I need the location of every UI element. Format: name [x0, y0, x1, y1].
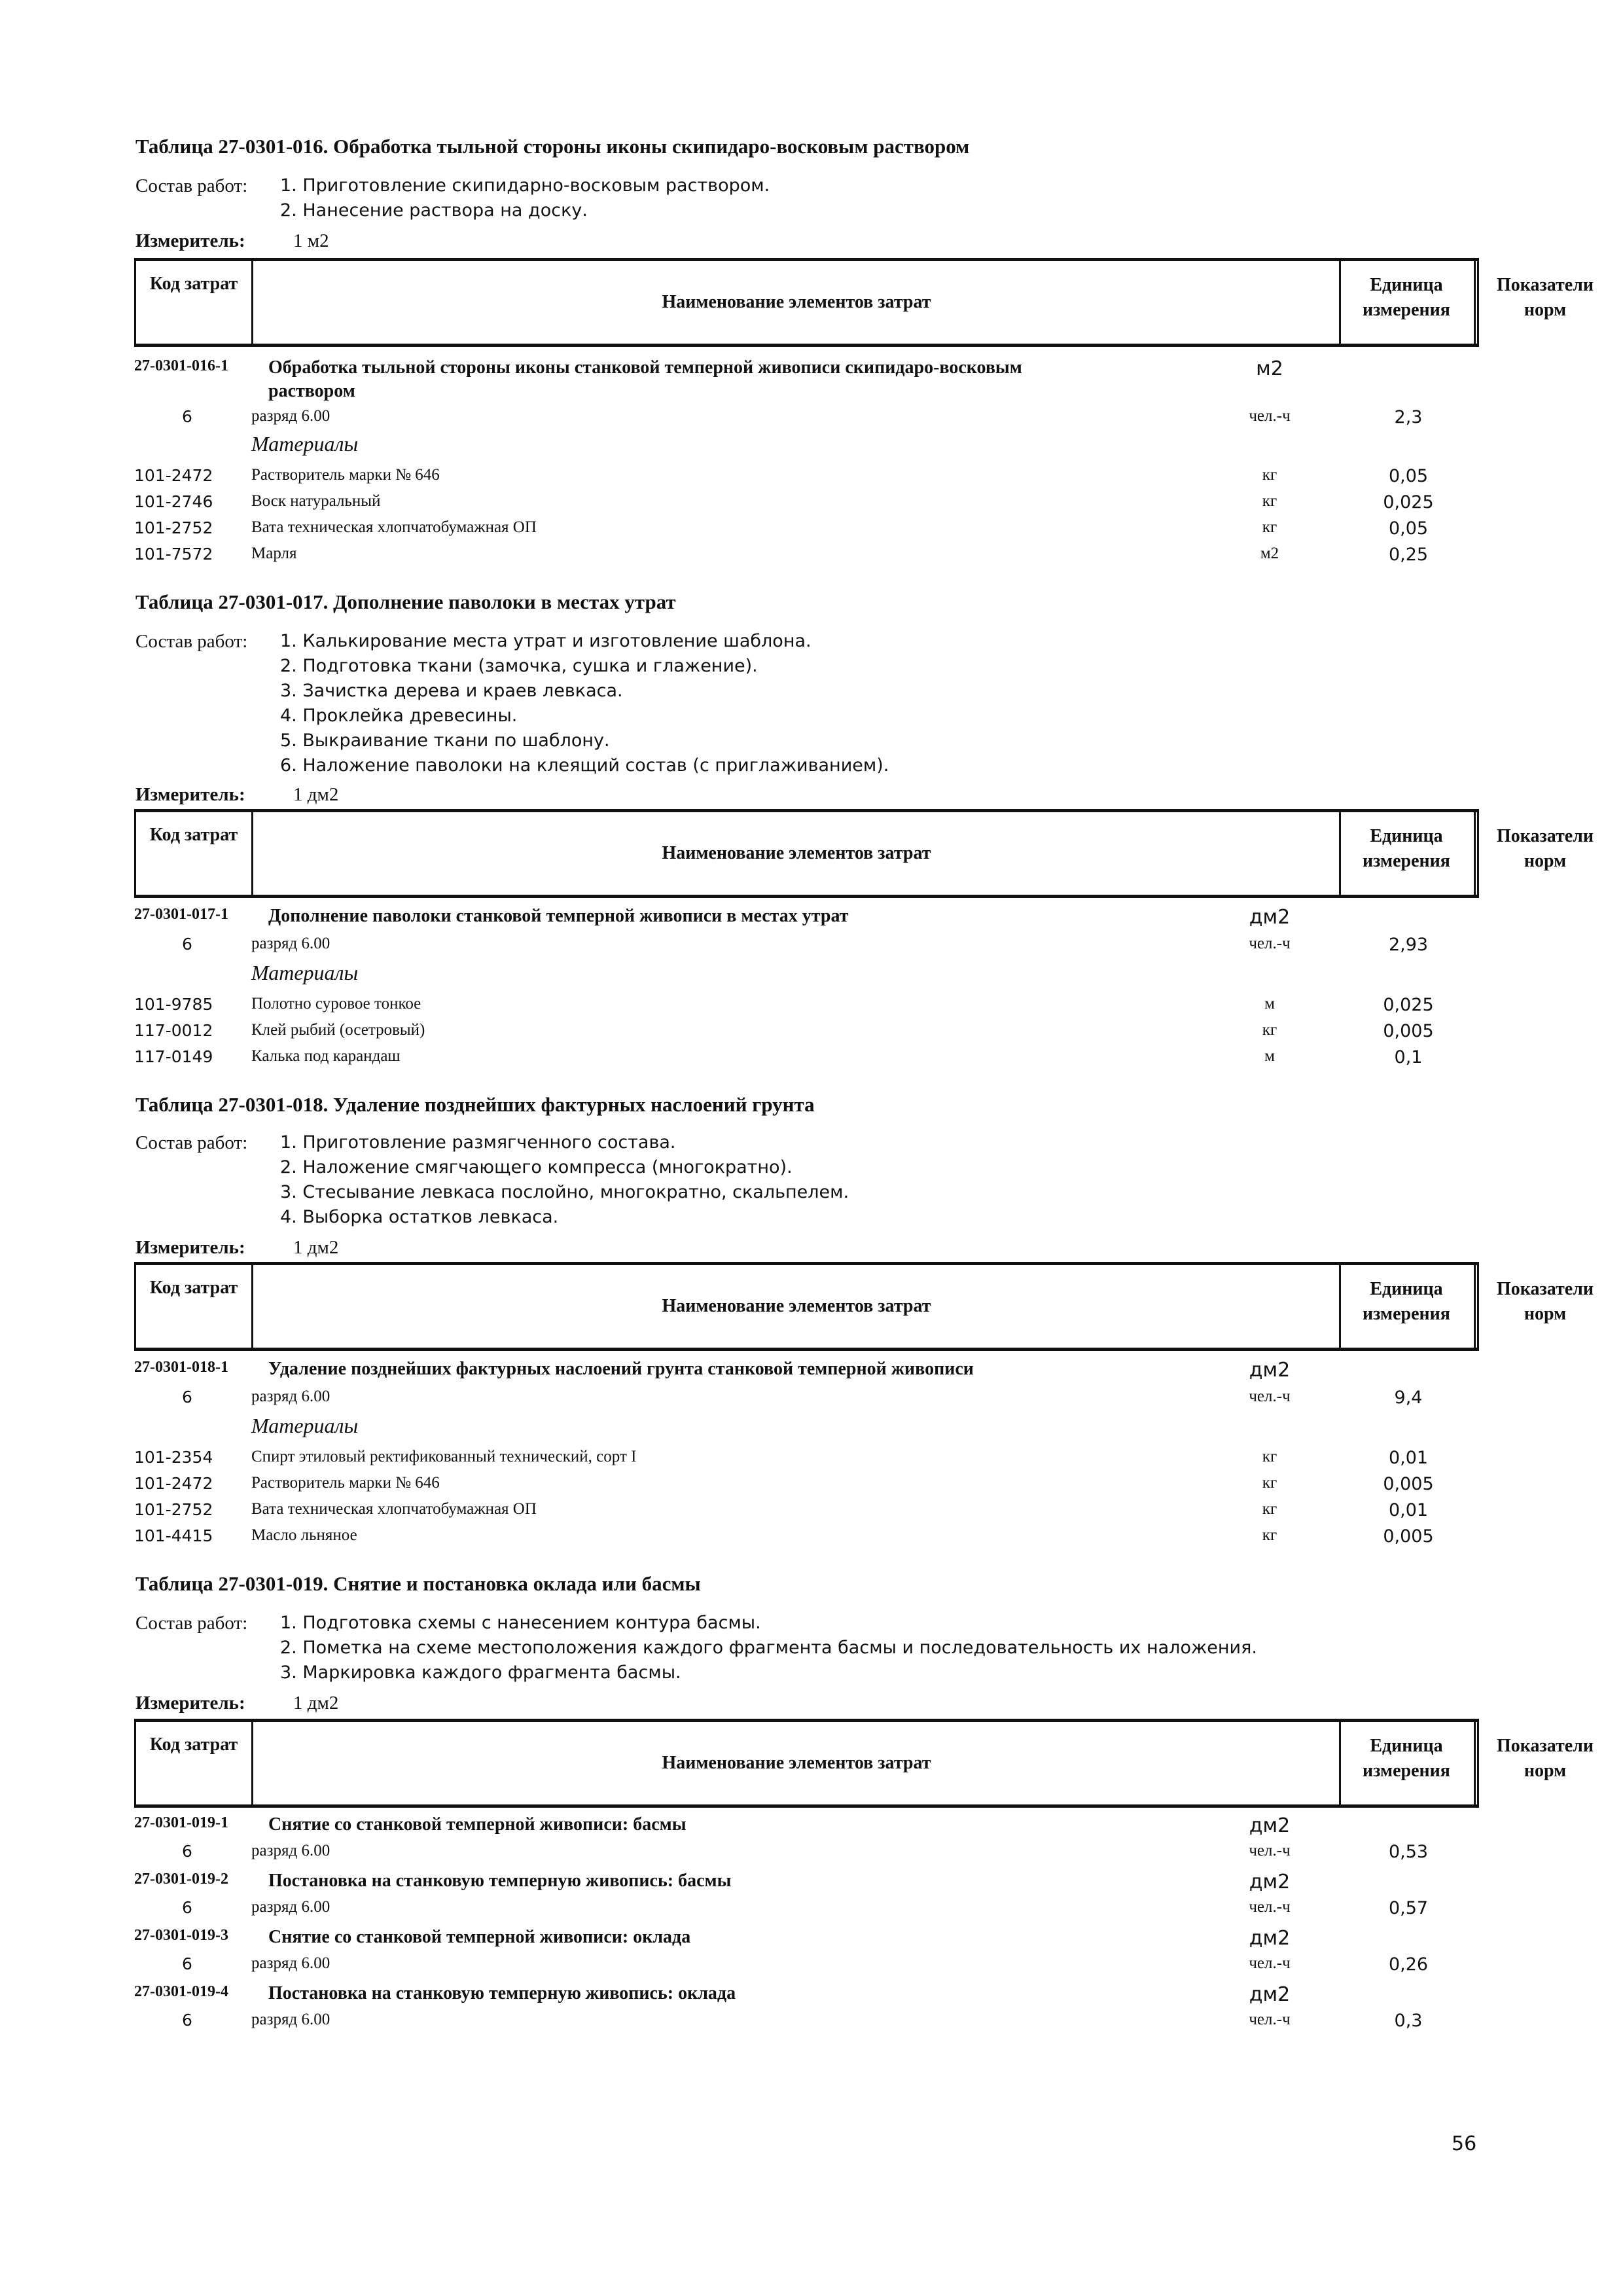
header-code: Код затрат: [149, 274, 238, 294]
norm: 0,3: [1394, 2011, 1423, 2031]
norm: 0,57: [1388, 1898, 1429, 1918]
cost-code: 27-0301-019-4: [134, 1983, 228, 2000]
materials-heading: Материалы: [251, 432, 359, 456]
material-code: 101-9785: [134, 995, 213, 1014]
material-name: Растворитель марки № 646: [251, 1474, 440, 1492]
unit: чел.-ч: [1249, 407, 1291, 425]
table-title: Таблица 27-0301-019. Снятие и постановка оклада или басмы: [135, 1572, 701, 1595]
table-row: [0, 1842, 1623, 1868]
table-header: [134, 809, 1594, 898]
work-item: 3. Зачистка дерева и краев левкаса.: [280, 681, 623, 701]
material-code: 117-0012: [134, 1021, 213, 1040]
work-item: 1. Приготовление скипидарно-восковым раствором.: [280, 175, 770, 196]
table-header: [134, 258, 1594, 347]
table-row: [0, 1871, 1623, 1897]
material-code: 101-2472: [134, 466, 213, 485]
table-row: [0, 1500, 1623, 1526]
work-item: 1. Приготовление размягченного состава.: [280, 1132, 676, 1153]
unit: чел.-ч: [1249, 1898, 1291, 1916]
work-item: 1. Калькирование места утрат и изготовление шаблона.: [280, 631, 812, 651]
cost-code: 27-0301-016-1: [134, 357, 228, 374]
measure-label: Измеритель:: [135, 1693, 245, 1713]
unit: м: [1264, 995, 1275, 1013]
norm: 0,05: [1388, 466, 1429, 486]
material-code: 101-2472: [134, 1474, 213, 1493]
table-row: [0, 1359, 1623, 1385]
header-code: Код затрат: [149, 825, 238, 845]
unit: чел.-ч: [1249, 1954, 1291, 1972]
item-name: Снятие со станковой темперной живописи: оклада: [268, 1927, 691, 1947]
labor-code: 6: [182, 2011, 192, 2030]
cost-code: 27-0301-019-3: [134, 1927, 228, 1944]
work-item: 3. Стесывание левкаса послойно, многократно, скальпелем.: [280, 1182, 849, 1202]
labor-code: 6: [182, 407, 192, 426]
labor-code: 6: [182, 1954, 192, 1973]
work-composition-label: Состав работ:: [135, 1132, 248, 1153]
unit: чел.-ч: [1249, 935, 1291, 952]
norm: 0,53: [1388, 1842, 1429, 1862]
labor-name: разряд 6.00: [251, 935, 330, 952]
unit: дм2: [1249, 906, 1291, 929]
header-norm: Показатели норм: [1496, 275, 1594, 320]
unit: кг: [1262, 1526, 1277, 1544]
labor-name: разряд 6.00: [251, 1954, 330, 1972]
norm: 9,4: [1394, 1388, 1423, 1408]
table-row: [0, 1047, 1623, 1073]
table-header: [134, 1262, 1594, 1351]
unit: кг: [1262, 518, 1277, 536]
item-name: Обработка тыльной стороны иконы станковой темперной живописи скипидаро-восковым: [268, 357, 1022, 378]
labor-name: разряд 6.00: [251, 1842, 330, 1859]
table-row: [0, 1474, 1623, 1500]
labor-name: разряд 6.00: [251, 2011, 330, 2028]
table-row: [0, 961, 1623, 987]
norm: 0,26: [1388, 1954, 1429, 1975]
work-item: 1. Подготовка схемы с нанесением контура басмы.: [280, 1613, 761, 1633]
labor-code: 6: [182, 1842, 192, 1861]
header-name: Наименование элементов затрат: [662, 1296, 931, 1316]
table-row: [0, 545, 1623, 571]
work-composition-label: Состав работ:: [135, 631, 248, 652]
table-row: [0, 1898, 1623, 1924]
table-row: [0, 1021, 1623, 1047]
material-code: 117-0149: [134, 1047, 213, 1066]
item-name: Постановка на станковую темперную живопись: оклада: [268, 1983, 736, 2003]
measure-value: 1 дм2: [293, 784, 339, 805]
norm: 0,005: [1383, 1021, 1434, 1041]
cost-code: 27-0301-019-2: [134, 1871, 228, 1888]
header-norm: Показатели норм: [1496, 826, 1594, 871]
table-row: [0, 1814, 1623, 1840]
cost-code: 27-0301-017-1: [134, 906, 228, 923]
material-code: 101-2752: [134, 1500, 213, 1519]
work-item: 3. Маркировка каждого фрагмента басмы.: [280, 1662, 681, 1683]
table-row: [0, 518, 1623, 545]
norm: 0,025: [1383, 995, 1434, 1015]
table-row: [0, 935, 1623, 961]
labor-code: 6: [182, 935, 192, 954]
labor-name: разряд 6.00: [251, 1898, 330, 1916]
table-row: [0, 357, 1623, 384]
labor-name: разряд 6.00: [251, 1388, 330, 1405]
header-unit: Единица измерения: [1363, 1736, 1450, 1781]
measure-label: Измеритель:: [135, 1237, 245, 1258]
header-name: Наименование элементов затрат: [662, 843, 931, 863]
norm: 0,005: [1383, 1474, 1434, 1494]
measure-value: 1 м2: [293, 230, 329, 251]
unit: м2: [1260, 545, 1279, 562]
header-norm: Показатели норм: [1496, 1279, 1594, 1324]
unit: дм2: [1249, 1359, 1291, 1382]
material-name: Воск натуральный: [251, 492, 381, 510]
material-name: Спирт этиловый ректификованный технический, сорт I: [251, 1448, 637, 1465]
table-row: [0, 1954, 1623, 1981]
unit: чел.-ч: [1249, 2011, 1291, 2028]
norm: 0,01: [1388, 1448, 1429, 1468]
material-code: 101-2752: [134, 518, 213, 537]
table-row: [0, 1526, 1623, 1552]
unit: дм2: [1249, 1814, 1291, 1837]
unit: чел.-ч: [1249, 1842, 1291, 1859]
header-unit: Единица измерения: [1363, 275, 1450, 320]
header-unit: Единица измерения: [1363, 826, 1450, 871]
unit: кг: [1262, 1021, 1277, 1039]
norm: 0,1: [1394, 1047, 1423, 1067]
table-row: [0, 1388, 1623, 1414]
material-name: Масло льняное: [251, 1526, 357, 1544]
table-row: [0, 466, 1623, 492]
labor-code: 6: [182, 1898, 192, 1917]
table-row: [0, 432, 1623, 458]
work-item: 5. Выкраивание ткани по шаблону.: [280, 730, 610, 751]
work-composition-label: Состав работ:: [135, 175, 248, 196]
materials-heading: Материалы: [251, 961, 359, 984]
unit: м: [1264, 1047, 1275, 1065]
unit: м2: [1256, 357, 1283, 380]
cost-code: 27-0301-018-1: [134, 1359, 228, 1376]
unit: дм2: [1249, 1871, 1291, 1893]
item-name-cont: раствором: [268, 381, 355, 401]
work-item: 2. Подготовка ткани (замочка, сушка и глажение).: [280, 656, 758, 676]
header-code: Код затрат: [149, 1734, 238, 1755]
material-name: Калька под карандаш: [251, 1047, 401, 1065]
table-row: [0, 407, 1623, 433]
item-name: Дополнение паволоки станковой темперной живописи в местах утрат: [268, 906, 849, 926]
header-name: Наименование элементов затрат: [662, 1753, 931, 1773]
material-code: 101-2746: [134, 492, 213, 511]
norm: 0,25: [1388, 545, 1429, 565]
header-unit: Единица измерения: [1363, 1279, 1450, 1324]
table-header: [134, 1719, 1594, 1808]
unit: кг: [1262, 492, 1277, 510]
table-title: Таблица 27-0301-018. Удаление позднейших фактурных наслоений грунта: [135, 1093, 815, 1116]
material-name: Клей рыбий (осетровый): [251, 1021, 425, 1039]
material-code: 101-2354: [134, 1448, 213, 1467]
norm: 2,3: [1394, 407, 1423, 427]
header-code: Код затрат: [149, 1278, 238, 1298]
material-code: 101-4415: [134, 1526, 213, 1545]
unit: дм2: [1249, 1983, 1291, 2006]
header-norm: Показатели норм: [1496, 1736, 1594, 1781]
table-row: [0, 906, 1623, 932]
unit: чел.-ч: [1249, 1388, 1291, 1405]
work-composition-label: Состав работ:: [135, 1613, 248, 1634]
work-item: 4. Выборка остатков левкаса.: [280, 1207, 559, 1227]
header-name: Наименование элементов затрат: [662, 292, 931, 312]
measure-value: 1 дм2: [293, 1693, 339, 1713]
norm: 0,05: [1388, 518, 1429, 539]
table-row: [0, 381, 1623, 407]
measure-label: Измеритель:: [135, 784, 245, 805]
measure-value: 1 дм2: [293, 1237, 339, 1258]
unit: кг: [1262, 466, 1277, 484]
unit: кг: [1262, 1500, 1277, 1518]
table-row: [0, 1927, 1623, 1953]
item-name: Удаление позднейших фактурных наслоений грунта станковой темперной живописи: [268, 1359, 974, 1379]
work-item: 2. Пометка на схеме местоположения каждого фрагмента басмы и последовательность их наложения.: [280, 1638, 1257, 1658]
material-name: Полотно суровое тонкое: [251, 995, 421, 1013]
table-row: [0, 2011, 1623, 2037]
unit: кг: [1262, 1448, 1277, 1465]
work-item: 2. Наложение смягчающего компресса (многократно).: [280, 1157, 793, 1177]
material-name: Вата техническая хлопчатобумажная ОП: [251, 1500, 537, 1518]
cost-code: 27-0301-019-1: [134, 1814, 228, 1831]
norm: 0,005: [1383, 1526, 1434, 1547]
page-number: 56: [1452, 2132, 1477, 2155]
unit: кг: [1262, 1474, 1277, 1492]
material-name: Марля: [251, 545, 297, 562]
norm: 0,01: [1388, 1500, 1429, 1520]
table-row: [0, 492, 1623, 518]
materials-heading: Материалы: [251, 1414, 359, 1437]
labor-code: 6: [182, 1388, 192, 1407]
work-item: 4. Проклейка древесины.: [280, 706, 518, 726]
material-name: Растворитель марки № 646: [251, 466, 440, 484]
item-name: Снятие со станковой темперной живописи: басмы: [268, 1814, 687, 1835]
norm: 0,025: [1383, 492, 1434, 512]
table-title: Таблица 27-0301-017. Дополнение паволоки в местах утрат: [135, 590, 676, 613]
table-row: [0, 1448, 1623, 1474]
norm: 2,93: [1388, 935, 1429, 955]
table-row: [0, 1414, 1623, 1440]
table-row: [0, 1983, 1623, 2009]
material-code: 101-7572: [134, 545, 213, 564]
table-title: Таблица 27-0301-016. Обработка тыльной стороны иконы скипидаро-восковым раствором: [135, 135, 970, 158]
work-item: 6. Наложение паволоки на клеящий состав (с приглаживанием).: [280, 755, 889, 776]
item-name: Постановка на станковую темперную живопись: басмы: [268, 1871, 732, 1891]
labor-name: разряд 6.00: [251, 407, 330, 425]
unit: дм2: [1249, 1927, 1291, 1950]
work-item: 2. Нанесение раствора на доску.: [280, 200, 588, 221]
table-row: [0, 995, 1623, 1021]
material-name: Вата техническая хлопчатобумажная ОП: [251, 518, 537, 536]
measure-label: Измеритель:: [135, 230, 245, 251]
